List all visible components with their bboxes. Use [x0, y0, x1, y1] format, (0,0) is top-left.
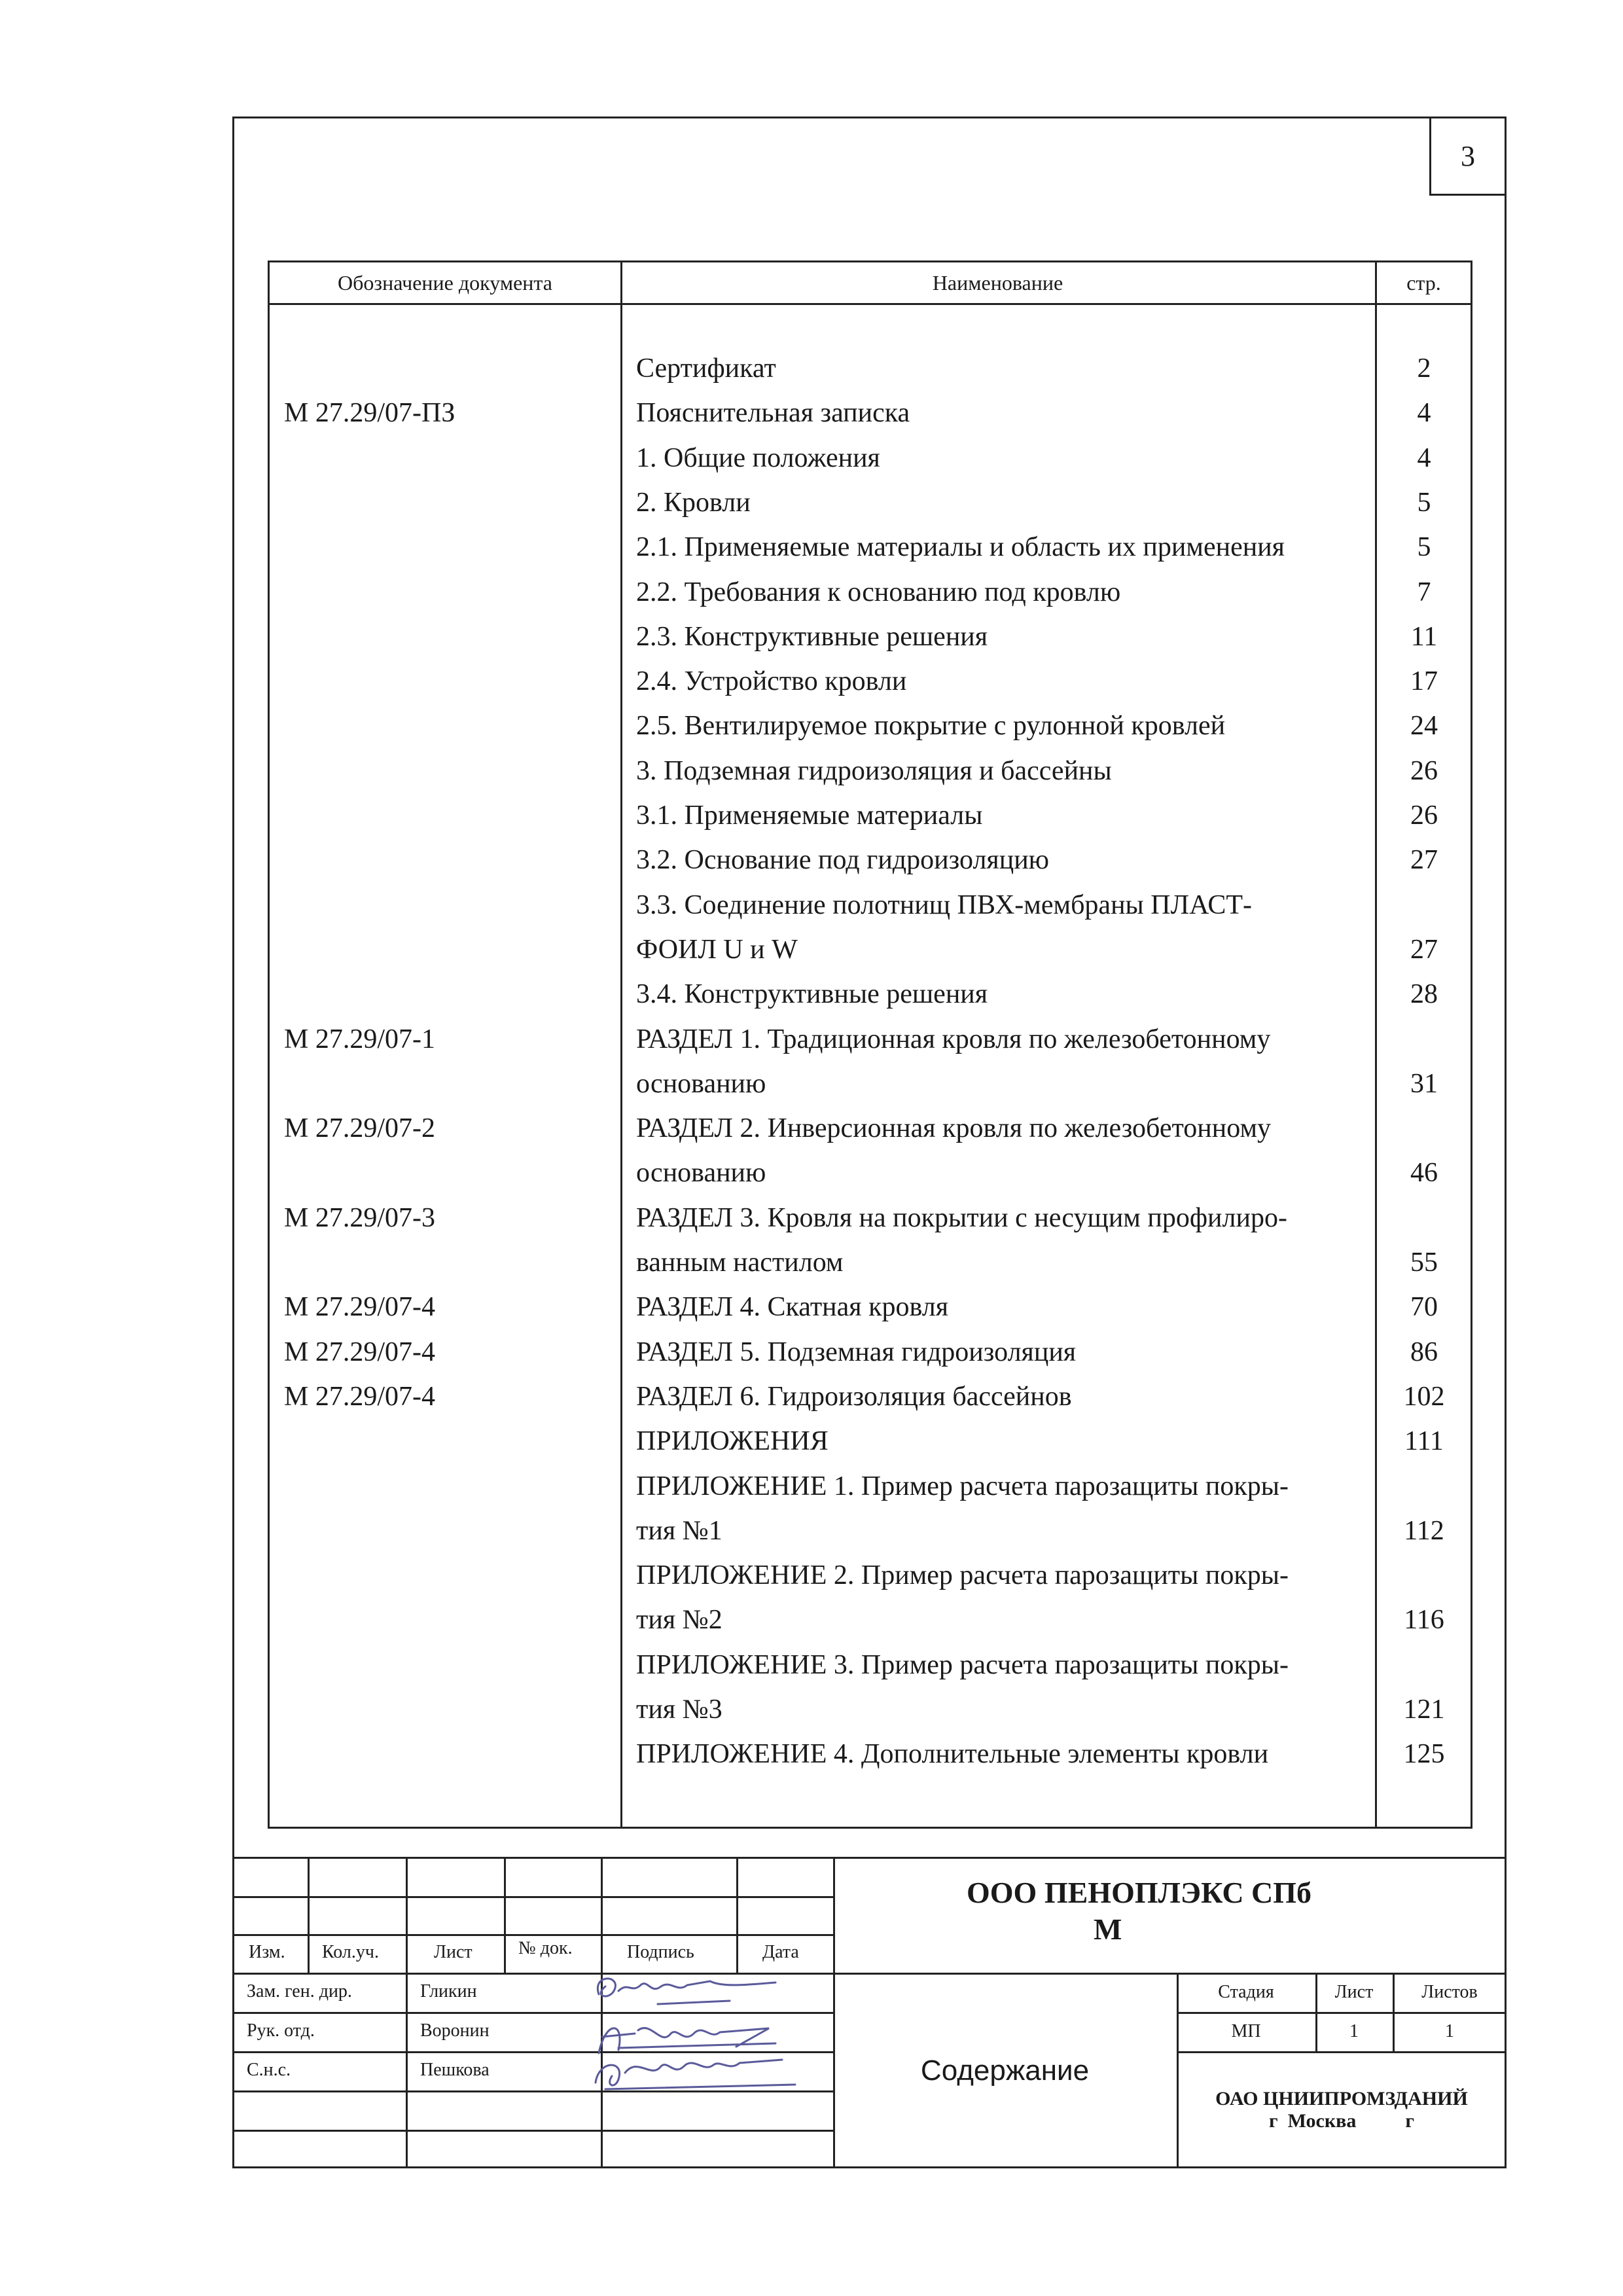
toc-row [270, 750, 1474, 795]
toc-designation: М 27.29/07-3 [284, 1202, 435, 1233]
toc-page: 7 [1417, 577, 1431, 607]
toc-title: РАЗДЕЛ 3. Кровля на покрытии с несущим профилиро- [636, 1202, 1287, 1233]
toc-title: ПРИЛОЖЕНИЕ 3. Пример расчета парозащиты покры- [636, 1649, 1289, 1680]
toc-page: 28 [1410, 979, 1438, 1010]
role-name: Гликин [420, 1981, 477, 2001]
sheet-value: 1 [1349, 2021, 1359, 2041]
toc-row [270, 1599, 1474, 1643]
toc-row [270, 1465, 1474, 1510]
toc-row [270, 1733, 1474, 1778]
toc-row [270, 1152, 1474, 1196]
toc-row [270, 616, 1474, 660]
header-podpis: Подпись [627, 1942, 694, 1962]
signature-peshkova [596, 2060, 795, 2089]
toc-title: тия №1 [636, 1515, 722, 1546]
toc-row [270, 1286, 1474, 1331]
toc-title: основанию [636, 1068, 766, 1099]
stamp-line [504, 1857, 506, 1973]
organization-city: г Москва г [1269, 2109, 1414, 2132]
toc-title: 2.3. Конструктивные решения [636, 621, 988, 652]
sheet-header: Лист [1334, 1982, 1374, 2002]
organization-name: ОАО ЦНИИПРОМЗДАНИЙ [1215, 2087, 1468, 2109]
stamp-line [406, 1857, 408, 2168]
toc-row [270, 1107, 1474, 1152]
header-ndok: № док. [518, 1938, 573, 1958]
toc-designation: М 27.29/07-4 [284, 1381, 435, 1412]
toc-title: 3.4. Конструктивные решения [636, 979, 988, 1010]
toc-page: 121 [1403, 1695, 1445, 1725]
company-name-2: М [1094, 1912, 1122, 1946]
organization-block [1177, 2051, 1507, 2168]
toc-row [270, 929, 1474, 973]
toc-designation: М 27.29/07-2 [284, 1113, 435, 1144]
toc-row [270, 571, 1474, 616]
toc-row [270, 795, 1474, 839]
toc-row [270, 1018, 1474, 1063]
toc-title: 2.2. Требования к основанию под кровлю [636, 577, 1121, 607]
toc-row [270, 660, 1474, 705]
toc-page: 111 [1404, 1426, 1444, 1457]
header-data: Дата [762, 1942, 799, 1962]
title-block [232, 1857, 1507, 2168]
toc-title: 2.5. Вентилируемое покрытие с рулонной кровлей [636, 711, 1226, 742]
toc-page: 2 [1417, 353, 1431, 384]
toc-title: ПРИЛОЖЕНИЕ 1. Пример расчета парозащиты покры- [636, 1471, 1289, 1501]
header-list: Лист [434, 1942, 473, 1962]
toc-page: 5 [1417, 532, 1431, 563]
toc-title: 3.2. Основание под гидроизоляцию [636, 845, 1050, 876]
sheets-header: Листов [1421, 1982, 1478, 2002]
stamp-line [232, 1857, 1507, 1859]
signatures [579, 1968, 815, 2092]
toc-title: РАЗДЕЛ 2. Инверсионная кровля по железобетонному [636, 1113, 1272, 1144]
stamp-line [308, 1857, 310, 1973]
toc-title: РАЗДЕЛ 1. Традиционная кровля по железобетонному [636, 1024, 1271, 1054]
signature-voronin [599, 2028, 776, 2053]
stage-header: Стадия [1218, 1982, 1274, 2002]
toc-row [270, 1331, 1474, 1376]
toc-designation: М 27.29/07-4 [284, 1292, 435, 1323]
toc-title: 3.3. Соединение полотнищ ПВХ-мембраны ПЛАСТ- [636, 889, 1252, 920]
toc-title: тия №2 [636, 1605, 722, 1636]
role-name: Воронин [420, 2020, 490, 2041]
toc-title: ПРИЛОЖЕНИЕ 2. Пример расчета парозащиты покры- [636, 1560, 1289, 1591]
toc-title: ПРИЛОЖЕНИЕ 4. Дополнительные элементы кровли [636, 1739, 1269, 1770]
toc-header-designation: Обозначение документа [338, 270, 552, 295]
toc-row [270, 348, 1474, 392]
toc-row [270, 839, 1474, 884]
role-name: Пешкова [420, 2060, 490, 2080]
toc-title: ПРИЛОЖЕНИЯ [636, 1426, 829, 1457]
toc-title: РАЗДЕЛ 4. Скатная кровля [636, 1292, 949, 1323]
toc-designation: М 27.29/07-4 [284, 1336, 435, 1367]
document-title: Содержание [920, 2054, 1090, 2087]
toc-designation: М 27.29/07-ПЗ [284, 398, 455, 429]
toc-page: 86 [1410, 1336, 1438, 1367]
toc-title: тия №3 [636, 1695, 722, 1725]
toc-row [270, 705, 1474, 749]
stamp-line [736, 1857, 738, 1973]
toc-table [268, 260, 1472, 1829]
toc-row [270, 884, 1474, 929]
toc-page: 4 [1417, 442, 1431, 473]
toc-title: 1. Общие положения [636, 442, 880, 473]
toc-page: 27 [1410, 845, 1438, 876]
toc-row [270, 392, 1474, 437]
toc-row [270, 526, 1474, 571]
stamp-line [232, 1896, 833, 1898]
toc-page: 55 [1410, 1247, 1438, 1278]
toc-page: 26 [1410, 800, 1438, 831]
toc-title: 3.1. Применяемые материалы [636, 800, 983, 831]
toc-page: 26 [1410, 755, 1438, 786]
signature-glikin [597, 1979, 776, 2004]
role-label: Зам. ген. дир. [247, 1981, 352, 2001]
toc-title: 3. Подземная гидроизоляция и бассейны [636, 755, 1112, 786]
toc-page: 27 [1410, 934, 1438, 965]
sheets-value: 1 [1445, 2021, 1454, 2041]
toc-title: 2.1. Применяемые материалы и область их применения [636, 532, 1285, 563]
company-name: ООО ПЕНОПЛЭКС СПб [967, 1876, 1312, 1909]
toc-row [270, 1376, 1474, 1420]
toc-page: 46 [1410, 1158, 1438, 1189]
toc-title: ванным настилом [636, 1247, 844, 1278]
toc-page: 24 [1410, 711, 1438, 742]
sheet-number: 3 [1429, 117, 1507, 196]
toc-row [270, 1420, 1474, 1465]
toc-title: ФОИЛ U и W [636, 934, 798, 965]
toc-page: 31 [1410, 1068, 1438, 1099]
toc-row [270, 1242, 1474, 1286]
header-izm: Изм. [249, 1942, 285, 1962]
toc-page: 112 [1404, 1515, 1444, 1546]
toc-page: 5 [1417, 487, 1431, 518]
toc-title: РАЗДЕЛ 5. Подземная гидроизоляция [636, 1336, 1077, 1367]
stamp-line [232, 2130, 833, 2132]
toc-title: 2. Кровли [636, 487, 751, 518]
toc-row [270, 1063, 1474, 1107]
toc-row [270, 973, 1474, 1018]
toc-row [270, 437, 1474, 482]
toc-row [270, 1554, 1474, 1599]
toc-title: 2.4. Устройство кровли [636, 666, 907, 697]
toc-page: 125 [1403, 1739, 1445, 1770]
toc-header-page: стр. [1406, 270, 1441, 295]
toc-title: Пояснительная записка [636, 398, 910, 429]
toc-row [270, 1510, 1474, 1554]
toc-title: Сертификат [636, 353, 776, 384]
toc-header-name: Наименование [932, 270, 1063, 295]
stamp-line [232, 1934, 833, 1936]
toc-header-line [270, 303, 1472, 305]
toc-page: 70 [1410, 1292, 1438, 1323]
stage-value: МП [1231, 2021, 1261, 2041]
toc-page: 17 [1410, 666, 1438, 697]
toc-designation: М 27.29/07-1 [284, 1024, 435, 1054]
toc-page: 116 [1404, 1605, 1444, 1636]
toc-page: 4 [1417, 398, 1431, 429]
toc-row [270, 482, 1474, 526]
toc-page: 102 [1403, 1381, 1445, 1412]
toc-page: 11 [1410, 621, 1438, 652]
toc-title: основанию [636, 1158, 766, 1189]
header-kol: Кол.уч. [322, 1942, 379, 1962]
toc-row [270, 1197, 1474, 1242]
role-label: С.н.с. [247, 2060, 291, 2080]
toc-row [270, 1644, 1474, 1689]
role-label: Рук. отд. [247, 2020, 315, 2041]
toc-row [270, 1689, 1474, 1733]
toc-title: РАЗДЕЛ 6. Гидроизоляция бассейнов [636, 1381, 1072, 1412]
